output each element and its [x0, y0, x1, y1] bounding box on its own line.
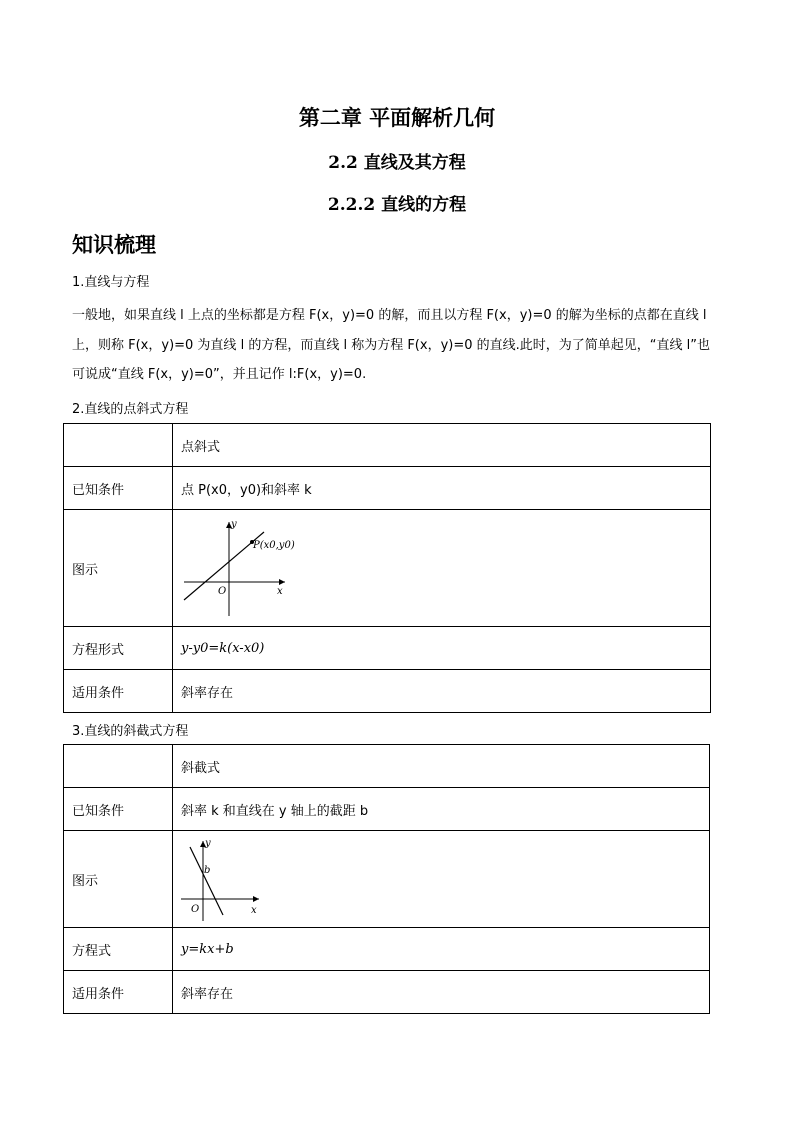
row-label: 图示 — [64, 831, 173, 928]
row-label: 方程式 — [64, 928, 173, 971]
x-axis-label: x — [277, 586, 283, 597]
figure-cell — [173, 831, 710, 928]
row-value: 点 P(x0，y0)和斜率 k — [173, 467, 711, 510]
row-label: 适用条件 — [64, 971, 173, 1014]
row-label: 图示 — [64, 510, 173, 627]
table-header: 点斜式 — [173, 424, 711, 467]
subsection-title: 2.2.2 直线的方程 — [327, 195, 467, 215]
row-label: 适用条件 — [64, 670, 173, 713]
slope-intercept-graph — [177, 833, 277, 925]
point-label: P(x0,y0) — [253, 540, 295, 551]
slope-intercept-table — [63, 744, 710, 1014]
header-empty-cell — [64, 424, 173, 467]
x-axis-arrow-icon — [253, 896, 259, 902]
point-slope-graph — [181, 514, 321, 622]
row-label: 已知条件 — [64, 788, 173, 831]
chapter-title: 第二章 平面解析几何 — [298, 105, 496, 130]
item1-line2: 上，则称 F(x，y)=0 为直线 l 的方程，而直线 l 称为方程 F(x，y)=0 的直线.此时，为了简单起见，“直线 l”也 — [72, 337, 710, 353]
item2-title: 2.直线的点斜式方程 — [72, 402, 189, 417]
item1-line1: 一般地，如果直线 l 上点的坐标都是方程 F(x，y)=0 的解，而且以方程 F(x，y)=0 的解为坐标的点都在直线 l — [72, 308, 707, 323]
figure-cell — [173, 510, 711, 627]
row-value — [173, 928, 710, 971]
row-label: 方程形式 — [64, 627, 173, 670]
y-axis-label: y — [205, 838, 211, 849]
item1-title: 1.直线与方程 — [72, 275, 150, 290]
header-empty-cell — [64, 745, 173, 788]
origin-label: O — [218, 586, 227, 597]
equation: y=kx+b — [181, 941, 234, 957]
intercept-label: b — [204, 865, 211, 876]
section-title: 2.2 直线及其方程 — [328, 153, 466, 173]
row-value: 斜率 k 和直线在 y 轴上的截距 b — [173, 788, 710, 831]
row-value — [173, 627, 711, 670]
row-label: 已知条件 — [64, 467, 173, 510]
y-axis-label: y — [231, 519, 237, 530]
x-axis-arrow-icon — [279, 579, 285, 585]
origin-label: O — [191, 904, 200, 915]
point-slope-table — [63, 423, 711, 713]
row-value: 斜率存在 — [173, 971, 710, 1014]
knowledge-heading: 知识梳理 — [72, 233, 156, 257]
item1-paragraph — [72, 301, 732, 390]
x-axis-label: x — [251, 905, 257, 916]
item3-title: 3.直线的斜截式方程 — [72, 724, 189, 739]
row-value: 斜率存在 — [173, 670, 711, 713]
table-header: 斜截式 — [173, 745, 710, 788]
item1-line3: 可说成“直线 F(x，y)=0”，并且记作 l:F(x，y)=0. — [72, 367, 367, 382]
equation: y-y0=k(x-x0) — [181, 640, 265, 656]
